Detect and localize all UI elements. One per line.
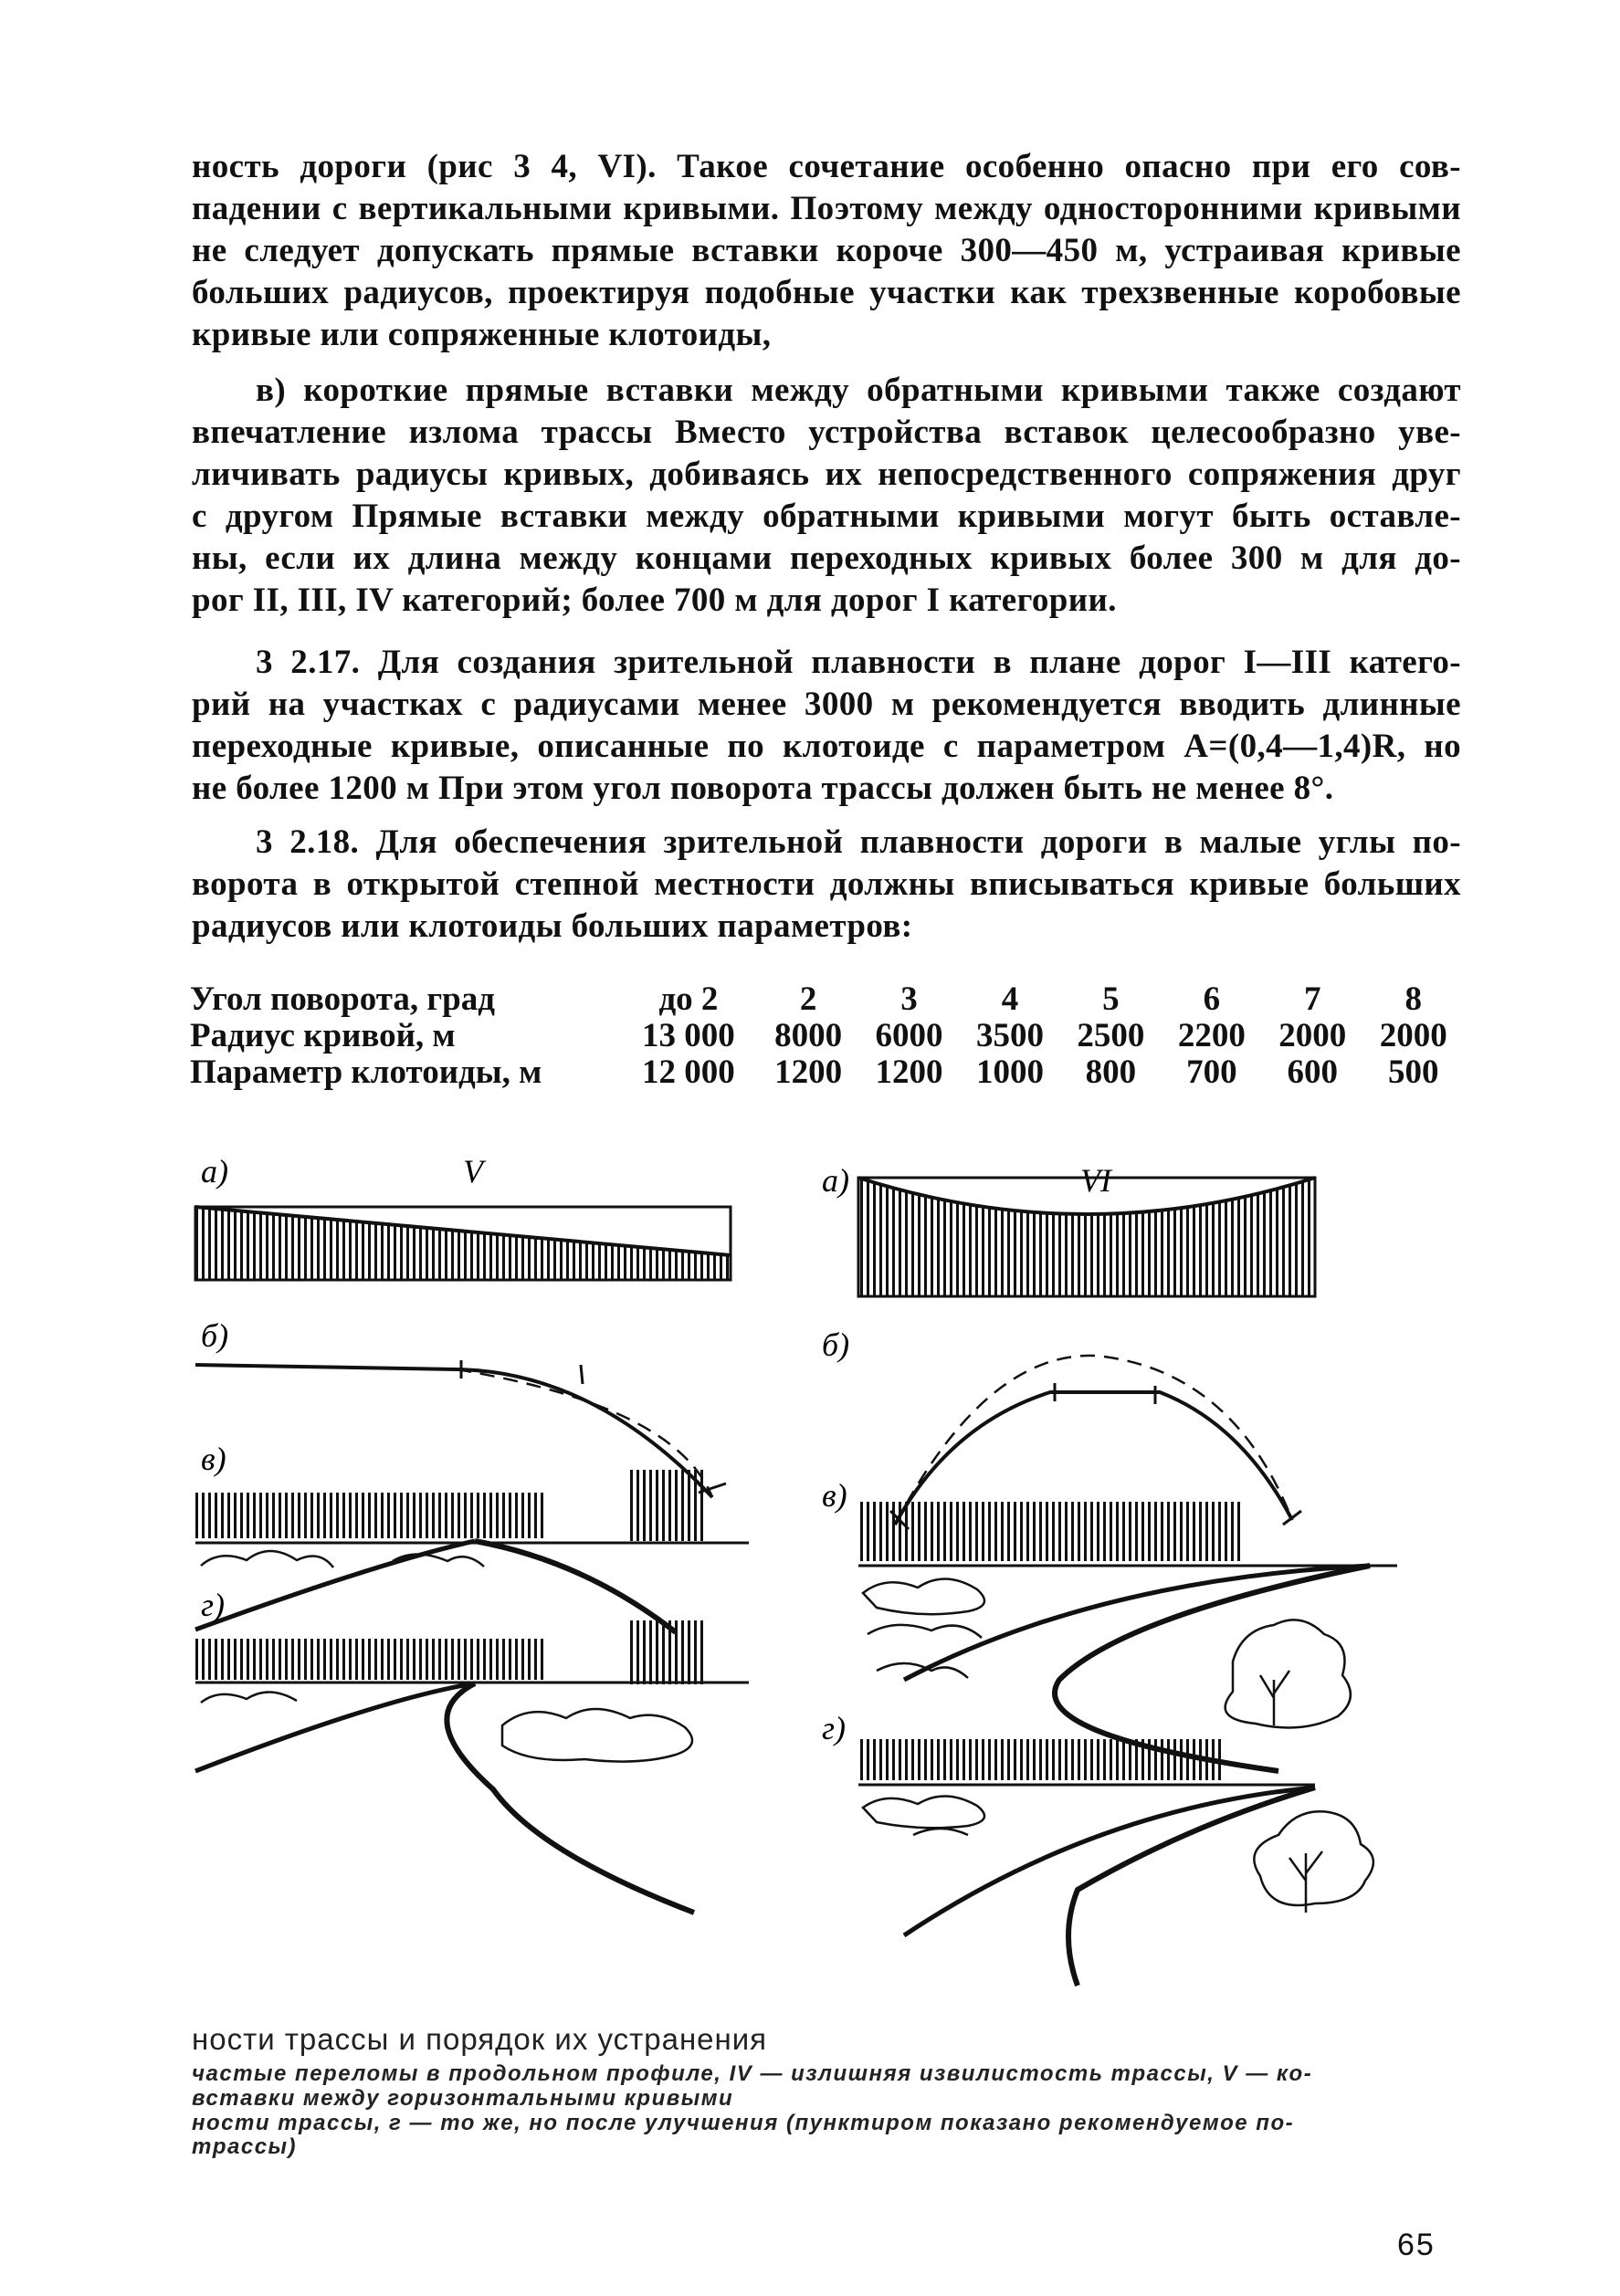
road-visual-smoothness-figure bbox=[183, 1132, 1479, 2022]
row-label: Угол поворота, град bbox=[190, 980, 495, 1018]
panel-label-a-left: а) bbox=[201, 1153, 228, 1190]
row-label: Радиус кривой, м bbox=[190, 1017, 456, 1054]
text-line: 3 2.17. Для создания зрительной плавности в плане дорог I—III катего- bbox=[256, 644, 1461, 681]
table-cell: 2000 bbox=[1379, 1017, 1447, 1054]
table-cell: 2 bbox=[799, 980, 817, 1018]
table-cell: 8000 bbox=[774, 1017, 843, 1054]
text-line: ность дороги (рис 3 4, VI). Такое сочетание особенно опасно при его сов- bbox=[192, 148, 1461, 185]
text-line: рий на участках с радиусами менее 3000 м рекомендуется вводить длинные bbox=[192, 686, 1461, 723]
perspective-view-v-after bbox=[195, 1620, 749, 1913]
table-cell: до 2 bbox=[658, 980, 719, 1018]
table-cell: 8 bbox=[1404, 980, 1422, 1018]
text-line: ворота в открытой степной местности должны вписываться кривые больших bbox=[192, 865, 1461, 903]
figure-title-vi: VI bbox=[1080, 1162, 1111, 1199]
text-line: больших радиусов, проектируя подобные участки как трехзвенные коробовые bbox=[192, 274, 1461, 311]
paragraph-3217 bbox=[192, 642, 1461, 810]
text-line: личивать радиусы кривых, добиваясь их непосредственного сопряжения друг bbox=[192, 456, 1461, 493]
table-cell: 13 000 bbox=[642, 1017, 735, 1054]
profile-view-v bbox=[195, 1207, 731, 1280]
text-line: не следует допускать прямые вставки короче 300—450 м, устраивая кривые bbox=[192, 232, 1461, 269]
panel-label-a-right: а) bbox=[822, 1162, 849, 1199]
text-line: рог II, III, IV категорий; более 700 м для дорог I категории. bbox=[192, 582, 1117, 619]
figure-caption-line: вставки между горизонтальными кривыми bbox=[192, 2086, 734, 2111]
table-row bbox=[190, 981, 1464, 1018]
text-line: падении с вертикальными кривыми. Поэтому между односторонними кривыми bbox=[192, 190, 1461, 227]
table-cell: 1200 bbox=[774, 1054, 843, 1091]
table-cell: 600 bbox=[1287, 1054, 1339, 1091]
table-cell: 4 bbox=[1001, 980, 1019, 1018]
figure-caption-line: трассы) bbox=[192, 2134, 298, 2159]
perspective-view-vi-after bbox=[858, 1739, 1373, 1986]
paragraph-1 bbox=[192, 146, 1461, 356]
text-line: впечатление излома трассы Вместо устройства вставок целесообразно уве- bbox=[192, 414, 1461, 451]
table-row bbox=[190, 1054, 1464, 1091]
figure-caption-title: ности трассы и порядок их устранения bbox=[192, 2022, 768, 2056]
panel-label-v-right: в) bbox=[822, 1477, 847, 1514]
perspective-view-vi-before bbox=[858, 1502, 1397, 1771]
table-cell: 2200 bbox=[1177, 1017, 1246, 1054]
text-line: ны, если их длина между концами переходных кривых более 300 м для до- bbox=[192, 540, 1461, 577]
figure-title-v: V bbox=[463, 1153, 483, 1190]
figure-caption-line: ности трассы, г — то же, но после улучшения (пунктиром показано рекомендуемое по- bbox=[192, 2111, 1295, 2135]
panel-label-v-left: в) bbox=[201, 1441, 226, 1477]
panel-label-b-right: б) bbox=[822, 1326, 850, 1363]
table-cell: 6 bbox=[1203, 980, 1221, 1018]
paragraph-3218 bbox=[192, 822, 1461, 948]
page-number: 65 bbox=[1397, 2228, 1436, 2262]
text-line: радиусов или клотоиды больших параметров: bbox=[192, 907, 913, 945]
row-label: Параметр клотоиды, м bbox=[190, 1054, 542, 1091]
curve-parameters-table bbox=[190, 981, 1464, 1091]
text-line: переходные кривые, описанные по клотоиде с параметром A=(0,4—1,4)R, но bbox=[192, 728, 1461, 765]
table-cell: 12 000 bbox=[642, 1054, 735, 1091]
table-cell: 500 bbox=[1387, 1054, 1439, 1091]
table-cell: 700 bbox=[1186, 1054, 1237, 1091]
table-cell: 3 bbox=[900, 980, 918, 1018]
table-cell: 1200 bbox=[875, 1054, 943, 1091]
panel-label-g-left: г) bbox=[201, 1587, 226, 1623]
table-cell: 7 bbox=[1304, 980, 1321, 1018]
table-cell: 1000 bbox=[975, 1054, 1044, 1091]
table-cell: 6000 bbox=[875, 1017, 943, 1054]
panel-label-b-left: б) bbox=[201, 1317, 229, 1354]
table-cell: 3500 bbox=[975, 1017, 1044, 1054]
text-line: в) короткие прямые вставки между обратными кривыми также создают bbox=[256, 372, 1461, 409]
text-line: 3 2.18. Для обеспечения зрительной плавности дороги в малые углы по- bbox=[256, 823, 1461, 861]
paragraph-2 bbox=[192, 370, 1461, 622]
figure-caption-line: частые переломы в продольном профиле, IV — излишняя извилистость трассы, V — ко- bbox=[192, 2061, 1313, 2086]
table-cell: 2000 bbox=[1278, 1017, 1347, 1054]
text-line: кривые или сопряженные клотоиды, bbox=[192, 316, 772, 353]
table-cell: 2500 bbox=[1077, 1017, 1145, 1054]
text-line: с другом Прямые вставки между обратными кривыми могут быть оставле- bbox=[192, 498, 1461, 535]
text-line: не более 1200 м При этом угол поворота трассы должен быть не менее 8°. bbox=[192, 770, 1334, 807]
perspective-view-v-before bbox=[195, 1470, 749, 1632]
table-cell: 800 bbox=[1085, 1054, 1137, 1091]
table-row bbox=[190, 1018, 1464, 1054]
panel-label-g-right: г) bbox=[822, 1710, 847, 1746]
table-cell: 5 bbox=[1102, 980, 1120, 1018]
